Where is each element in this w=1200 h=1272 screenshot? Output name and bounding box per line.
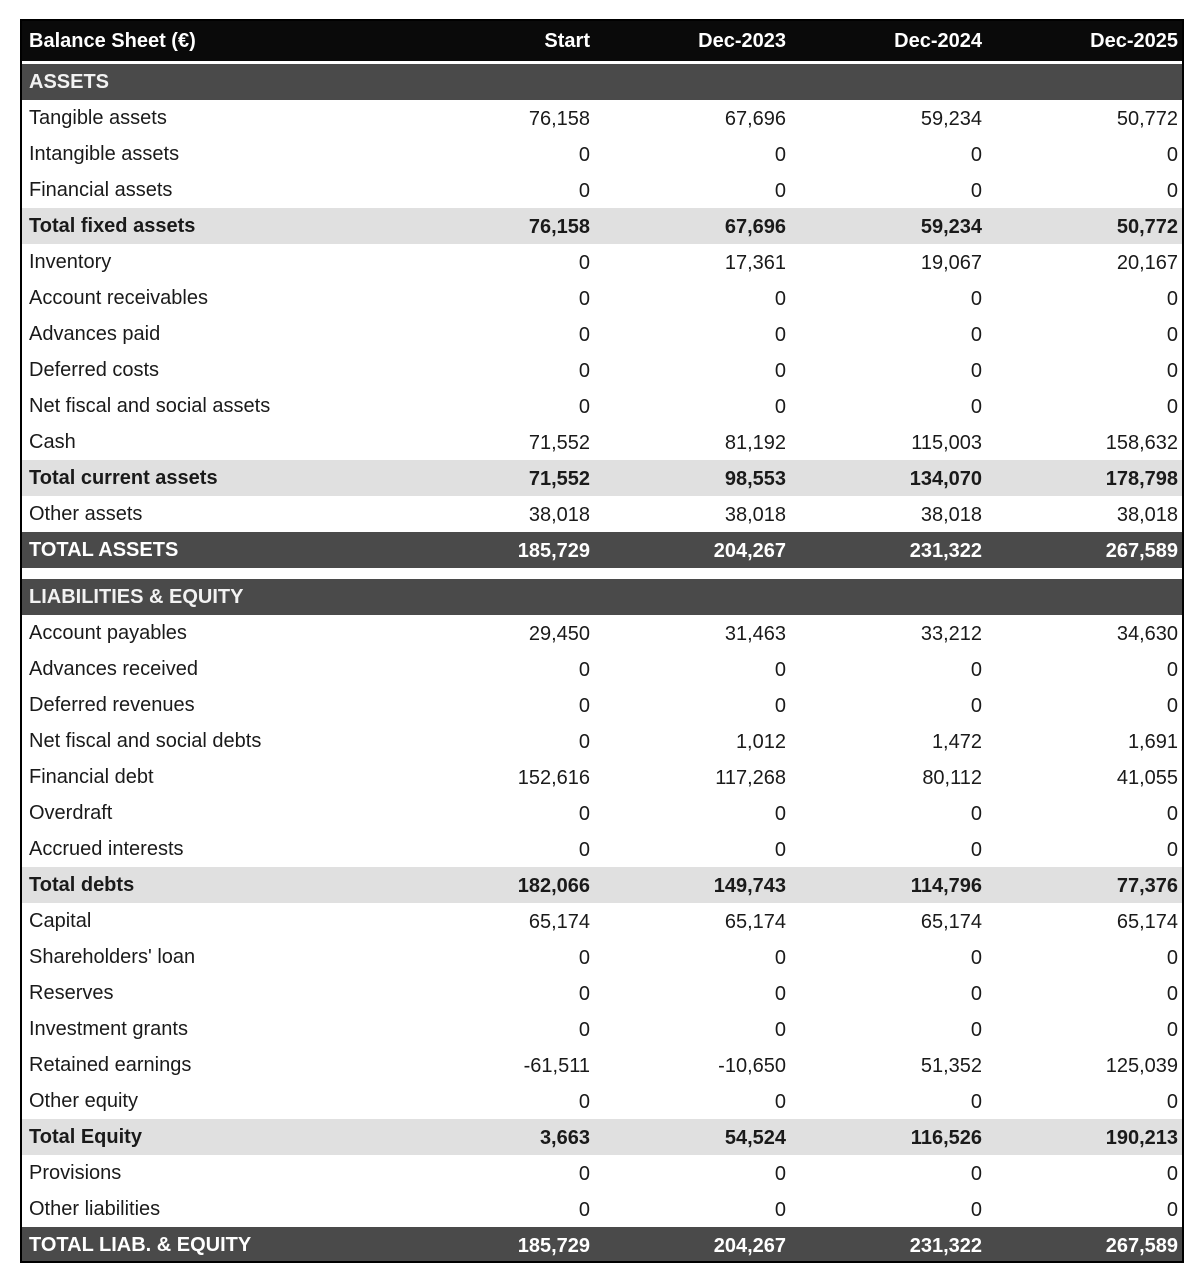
cell-value: 0 (970, 1199, 982, 1221)
cell-value (812, 64, 982, 100)
cell-value: 50,772 (1116, 108, 1178, 130)
cell-value: 0 (1166, 695, 1178, 717)
cell-value: 98,553 (724, 468, 786, 490)
cell-value: 0 (578, 803, 590, 825)
cell-value: 0 (970, 983, 982, 1005)
row-label: Investment grants (29, 1018, 188, 1040)
cell-value: 0 (970, 1163, 982, 1185)
cell-value: -61,511 (523, 1055, 590, 1077)
section-header (22, 64, 1182, 100)
row-label: Deferred costs (29, 359, 160, 381)
table-row (22, 352, 1182, 388)
cell-value: 0 (578, 947, 590, 969)
cell-value: 0 (1166, 144, 1178, 166)
cell-value: 0 (970, 803, 982, 825)
cell-value: 34,630 (1116, 623, 1178, 645)
cell-value: 149,743 (713, 875, 786, 897)
cell-value: 0 (970, 1091, 982, 1113)
cell-value: 115,003 (911, 432, 982, 454)
balance-sheet-table (20, 19, 1184, 1263)
cell-value: 0 (774, 288, 786, 310)
row-label: Tangible assets (29, 107, 167, 129)
cell-value: 0 (1166, 180, 1178, 202)
cell-value: 0 (1166, 1091, 1178, 1113)
row-label: Total fixed assets (29, 215, 196, 237)
cell-value: 0 (970, 144, 982, 166)
cell-value: 1,691 (1127, 731, 1178, 753)
cell-value: 81,192 (724, 432, 786, 454)
cell-value (812, 579, 982, 615)
cell-value: 0 (774, 695, 786, 717)
table-row (22, 615, 1182, 651)
row-label: Net fiscal and social debts (29, 730, 262, 752)
table-row (22, 939, 1182, 975)
cell-value: 65,174 (1116, 911, 1178, 933)
cell-value: 0 (970, 947, 982, 969)
row-label: LIABILITIES & EQUITY (29, 586, 244, 608)
cell-value: 17,361 (724, 252, 786, 274)
cell-value: 0 (578, 144, 590, 166)
table-row (22, 244, 1182, 280)
cell-value: 0 (774, 324, 786, 346)
cell-value: 54,524 (724, 1127, 786, 1149)
cell-value (616, 579, 786, 615)
cell-value: 0 (578, 360, 590, 382)
cell-value: 0 (1166, 803, 1178, 825)
cell-value: 0 (578, 288, 590, 310)
cell-value: 59,234 (920, 108, 982, 130)
subtotal-row (22, 208, 1182, 244)
row-label: Provisions (29, 1162, 122, 1184)
table-row (22, 424, 1182, 460)
cell-value: 185,729 (517, 540, 590, 562)
cell-value: 0 (970, 1019, 982, 1041)
cell-value: 204,267 (713, 1235, 786, 1257)
cell-value: 204,267 (713, 540, 786, 562)
cell-value: 0 (578, 983, 590, 1005)
row-label: TOTAL LIAB. & EQUITY (29, 1234, 252, 1256)
row-label: Account payables (29, 622, 187, 644)
cell-value: 51,352 (920, 1055, 982, 1077)
cell-value: 0 (774, 659, 786, 681)
cell-value: 0 (578, 731, 590, 753)
cell-value (616, 64, 786, 100)
table-row (22, 795, 1182, 831)
cell-value: 0 (578, 1199, 590, 1221)
cell-value: 267,589 (1105, 1235, 1178, 1257)
cell-value: 0 (578, 252, 590, 274)
subtotal-row (22, 460, 1182, 496)
row-label: Total debts (29, 874, 135, 896)
cell-value: 0 (774, 1091, 786, 1113)
cell-value: 134,070 (909, 468, 982, 490)
row-label: Retained earnings (29, 1054, 192, 1076)
cell-value: 0 (774, 983, 786, 1005)
subtotal-row (22, 867, 1182, 903)
cell-value: 0 (1166, 947, 1178, 969)
cell-value: 116,526 (910, 1127, 982, 1149)
cell-value (420, 64, 590, 100)
total-row (22, 532, 1182, 568)
cell-value: 267,589 (1105, 540, 1178, 562)
table-row (22, 1011, 1182, 1047)
cell-value: 0 (970, 360, 982, 382)
cell-value: 65,174 (920, 911, 982, 933)
cell-value (1008, 64, 1178, 100)
cell-value: 0 (774, 180, 786, 202)
table-row (22, 687, 1182, 723)
cell-value: 0 (1166, 839, 1178, 861)
row-label: Reserves (29, 982, 114, 1004)
row-label: Total current assets (29, 467, 218, 489)
table-row (22, 759, 1182, 795)
cell-value: 0 (970, 695, 982, 717)
cell-value: 0 (578, 1163, 590, 1185)
table-title: Balance Sheet (€) (29, 30, 196, 52)
cell-value: 0 (1166, 360, 1178, 382)
cell-value: 0 (578, 324, 590, 346)
row-label: Financial debt (29, 766, 154, 788)
cell-value: 80,112 (922, 767, 982, 789)
cell-value: 0 (1166, 324, 1178, 346)
cell-value: 3,663 (539, 1127, 590, 1149)
cell-value: 50,772 (1116, 216, 1178, 238)
cell-value: 20,167 (1116, 252, 1178, 274)
cell-value: 0 (970, 396, 982, 418)
cell-value: 0 (1166, 1163, 1178, 1185)
row-label: Other liabilities (29, 1198, 161, 1220)
cell-value: 71,552 (528, 468, 590, 490)
cell-value: 0 (774, 396, 786, 418)
cell-value: 0 (970, 324, 982, 346)
row-label: Account receivables (29, 287, 208, 309)
cell-value: 231,322 (909, 540, 982, 562)
table-row (22, 136, 1182, 172)
cell-value: 65,174 (724, 911, 786, 933)
row-label: Deferred revenues (29, 694, 195, 716)
row-label: Intangible assets (29, 143, 180, 165)
row-label: TOTAL ASSETS (29, 539, 179, 561)
row-label: Advances received (29, 658, 198, 680)
cell-value: 0 (970, 180, 982, 202)
row-label: Total Equity (29, 1126, 142, 1148)
column-header-start: Start (544, 30, 590, 52)
table-row (22, 1191, 1182, 1227)
row-label: Other assets (29, 503, 143, 525)
table-row (22, 723, 1182, 759)
cell-value: 158,632 (1105, 432, 1178, 454)
row-label: Net fiscal and social assets (29, 395, 271, 417)
cell-value: 231,322 (909, 1235, 982, 1257)
table-row (22, 388, 1182, 424)
cell-value: 38,018 (1116, 504, 1178, 526)
cell-value: 0 (774, 1199, 786, 1221)
cell-value: 0 (774, 839, 786, 861)
column-header-dec-2023: Dec-2023 (698, 30, 786, 52)
table-row (22, 1155, 1182, 1191)
table-row (22, 280, 1182, 316)
table-row (22, 975, 1182, 1011)
cell-value: 33,212 (920, 623, 982, 645)
cell-value: 38,018 (528, 504, 590, 526)
cell-value: 0 (774, 1019, 786, 1041)
total-row (22, 1227, 1182, 1263)
row-label: Shareholders' loan (29, 946, 196, 968)
cell-value: 0 (774, 947, 786, 969)
column-header-dec-2025: Dec-2025 (1090, 30, 1178, 52)
cell-value: 1,012 (735, 731, 786, 753)
cell-value: 67,696 (724, 108, 786, 130)
cell-value: 1,472 (931, 731, 982, 753)
cell-value: 0 (1166, 1199, 1178, 1221)
cell-value (1008, 579, 1178, 615)
table-row (22, 172, 1182, 208)
row-label: Accrued interests (29, 838, 184, 860)
cell-value: 117,268 (715, 767, 786, 789)
row-label: Overdraft (29, 802, 113, 824)
cell-value: 76,158 (528, 216, 590, 238)
section-header (22, 579, 1182, 615)
cell-value: 182,066 (517, 875, 590, 897)
cell-value: 77,376 (1116, 875, 1178, 897)
table-row (22, 1047, 1182, 1083)
row-label: Other equity (29, 1090, 138, 1112)
cell-value: 19,067 (920, 252, 982, 274)
cell-value: 0 (1166, 659, 1178, 681)
column-header-dec-2024: Dec-2024 (894, 30, 982, 52)
cell-value: -10,650 (718, 1055, 786, 1077)
row-label: Capital (29, 910, 92, 932)
cell-value: 125,039 (1105, 1055, 1178, 1077)
cell-value: 178,798 (1105, 468, 1178, 490)
cell-value: 114,796 (910, 875, 982, 897)
cell-value: 67,696 (724, 216, 786, 238)
table-row (22, 1083, 1182, 1119)
table-header (22, 21, 1182, 61)
cell-value: 0 (578, 180, 590, 202)
cell-value: 190,213 (1105, 1127, 1178, 1149)
cell-value: 185,729 (517, 1235, 590, 1257)
cell-value: 0 (578, 1019, 590, 1041)
cell-value: 0 (1166, 396, 1178, 418)
cell-value: 0 (970, 659, 982, 681)
table-row (22, 100, 1182, 136)
row-label: Advances paid (29, 323, 161, 345)
cell-value: 0 (1166, 1019, 1178, 1041)
row-label: Inventory (29, 251, 112, 273)
cell-value: 0 (774, 360, 786, 382)
cell-value: 0 (578, 659, 590, 681)
cell-value: 65,174 (528, 911, 590, 933)
table-row (22, 831, 1182, 867)
cell-value (420, 579, 590, 615)
cell-value: 41,055 (1116, 767, 1178, 789)
row-label: Financial assets (29, 179, 173, 201)
cell-value: 0 (970, 839, 982, 861)
cell-value: 0 (578, 695, 590, 717)
table-row (22, 316, 1182, 352)
cell-value: 0 (774, 803, 786, 825)
cell-value: 71,552 (528, 432, 590, 454)
table-row (22, 651, 1182, 687)
cell-value: 31,463 (724, 623, 786, 645)
row-label: ASSETS (29, 71, 110, 93)
row-label: Cash (29, 431, 76, 453)
table-row (22, 903, 1182, 939)
cell-value: 38,018 (724, 504, 786, 526)
cell-value: 0 (578, 839, 590, 861)
subtotal-row (22, 1119, 1182, 1155)
table-row (22, 496, 1182, 532)
cell-value: 0 (774, 1163, 786, 1185)
cell-value: 0 (1166, 983, 1178, 1005)
cell-value: 29,450 (528, 623, 590, 645)
cell-value: 0 (578, 396, 590, 418)
cell-value: 38,018 (920, 504, 982, 526)
cell-value: 0 (774, 144, 786, 166)
cell-value: 152,616 (517, 767, 590, 789)
cell-value: 59,234 (920, 216, 982, 238)
cell-value: 76,158 (528, 108, 590, 130)
cell-value: 0 (1166, 288, 1178, 310)
cell-value: 0 (970, 288, 982, 310)
cell-value: 0 (578, 1091, 590, 1113)
